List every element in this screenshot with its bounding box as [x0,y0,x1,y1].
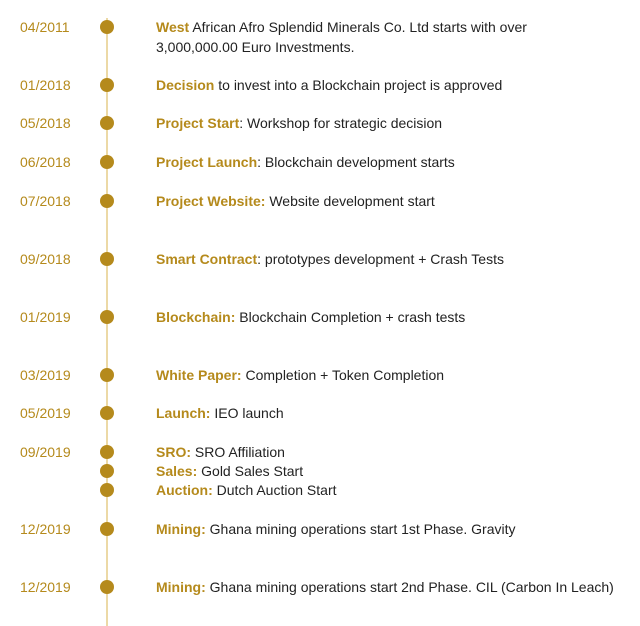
entry-label: Project Launch [156,154,258,170]
entry-text: Dutch Auction Start [212,482,337,498]
timeline-date: 12/2019 [20,521,71,537]
timeline-dot [100,483,114,497]
entry-text: Completion + Token Completion [241,367,445,383]
entry-text: : prototypes development + Crash Tests [257,251,504,267]
timeline-dot [100,310,114,324]
entry-text: Blockchain Completion + crash tests [235,309,466,325]
entry-label: Project Website: [156,193,266,209]
entry-text: Gold Sales Start [197,463,304,479]
timeline-entry [156,191,636,211]
entry-label: Mining: [156,521,206,537]
timeline-entry [156,461,636,481]
entry-text: SRO Affiliation [191,444,285,460]
timeline-dot [100,116,114,130]
timeline-entry [156,307,636,327]
timeline-date: 06/2018 [20,154,71,170]
timeline-date: 03/2019 [20,367,71,383]
timeline-date: 09/2019 [20,444,71,460]
entry-label: Sales: [156,463,198,479]
timeline-entry [156,480,636,500]
entry-label: Blockchain: [156,309,236,325]
entry-label: White Paper: [156,367,242,383]
timeline-date: 12/2019 [20,579,71,595]
entry-text: to invest into a Blockchain project is approved [214,77,503,93]
entry-text: : Blockchain development starts [257,154,455,170]
timeline-date: 04/2011 [20,19,70,35]
timeline-entry [156,365,636,385]
timeline-entry [156,442,636,462]
entry-label: SRO: [156,444,191,460]
entry-label: Project Start [156,115,240,131]
timeline-dot [100,445,114,459]
timeline-dot [100,20,114,34]
timeline-entry [156,113,636,133]
entry-label: Smart Contract [156,251,258,267]
timeline-date: 01/2019 [20,309,71,325]
timeline-date: 05/2019 [20,405,71,421]
timeline-dot [100,368,114,382]
timeline-entry [156,403,636,423]
entry-label: Launch: [156,405,211,421]
timeline-date: 05/2018 [20,115,71,131]
timeline-dot [100,580,114,594]
timeline-dot [100,194,114,208]
timeline-date: 09/2018 [20,251,71,267]
timeline-dot [100,522,114,536]
entry-text: IEO launch [210,405,284,421]
entry-label: Auction: [156,482,213,498]
timeline-dot [100,78,114,92]
entry-text: Ghana mining operations start 2nd Phase. CIL (Carbon In Leach) [205,579,614,595]
entry-text-continued: 3,000,000.00 Euro Investments. [156,39,355,55]
entry-label: Decision [156,77,215,93]
timeline-dot [100,464,114,478]
timeline-entry [156,249,636,269]
timeline-entry [156,17,636,57]
entry-text: Website development start [265,193,435,209]
timeline-entry [156,75,636,95]
timeline-date: 01/2018 [20,77,71,93]
entry-text: : Workshop for strategic decision [239,115,443,131]
timeline-dot [100,155,114,169]
entry-label: Mining: [156,579,206,595]
entry-label: West [156,19,190,35]
timeline-date: 07/2018 [20,193,71,209]
entry-text: African Afro Splendid Minerals Co. Ltd starts with over [189,19,527,35]
timeline-dot [100,252,114,266]
timeline-entry [156,519,636,539]
entry-text: Ghana mining operations start 1st Phase. Gravity [205,521,516,537]
timeline-entry [156,577,636,597]
timeline-entry [156,152,636,172]
timeline-dot [100,406,114,420]
